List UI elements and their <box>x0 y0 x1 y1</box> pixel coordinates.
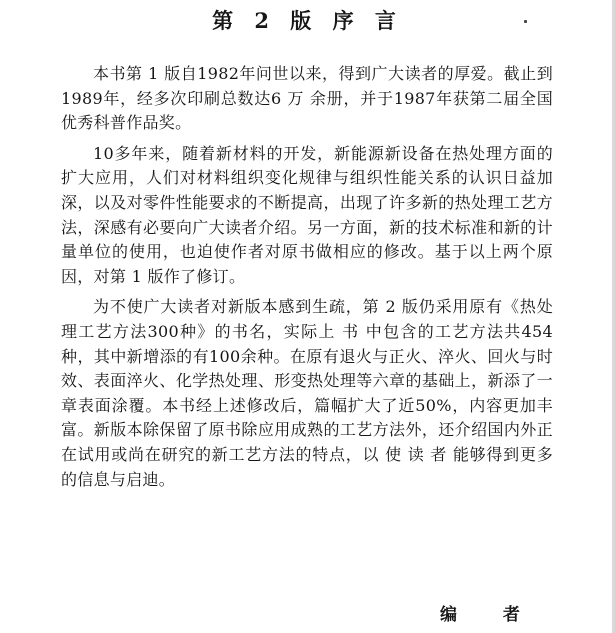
paragraph-2: 10多年来，随着新材料的开发，新能源新设备在热处理方面的扩大应用，人们对材料组织变化规律与组织性能关系的认识日益加深，以及对零件性能要求的不断提高，出现了许多新的热处理工艺方法，深感有必要向广大读者介绍。另一方面，新的技术标准和新的计量单位的使用，也迫使作者对原书做相应的修改。基于以上两个原因，对第 1 版作了修订。 <box>61 143 553 286</box>
paragraph-1: 本书第 1 版自1982年问世以来，得到广大读者的厚爱。截止到1989年，经多次印刷总数达6 万 余册，并于1987年获第二届全国优秀科普作品奖。 <box>61 64 553 133</box>
scan-speck <box>524 20 527 23</box>
paragraph-3: 为不使广大读者对新版本感到生疏，第 2 版仍采用原有《热处理工艺方法300种》的书名，实际上 书 中包含的工艺方法共454种，其中新增添的有100余种。在原有退火与正火、淬火、回火与时效、表面淬火、化学热处理、形变热处理等六章的基础上，新添了一章表面涂覆。本书经上述修改后，篇幅扩大了近50%，内容更加丰富。新版本除保留了原书除应用成熟的工艺方法外，还介绍国内外正在试用或尚在研究的新工艺方法的特点，以 使 读 者 能够得到更多的信息与启迪。 <box>61 297 553 489</box>
author-signature: 编 者 <box>440 605 540 625</box>
preface-body <box>61 62 553 498</box>
page-title: 第 2 版 序 言 <box>212 8 403 33</box>
